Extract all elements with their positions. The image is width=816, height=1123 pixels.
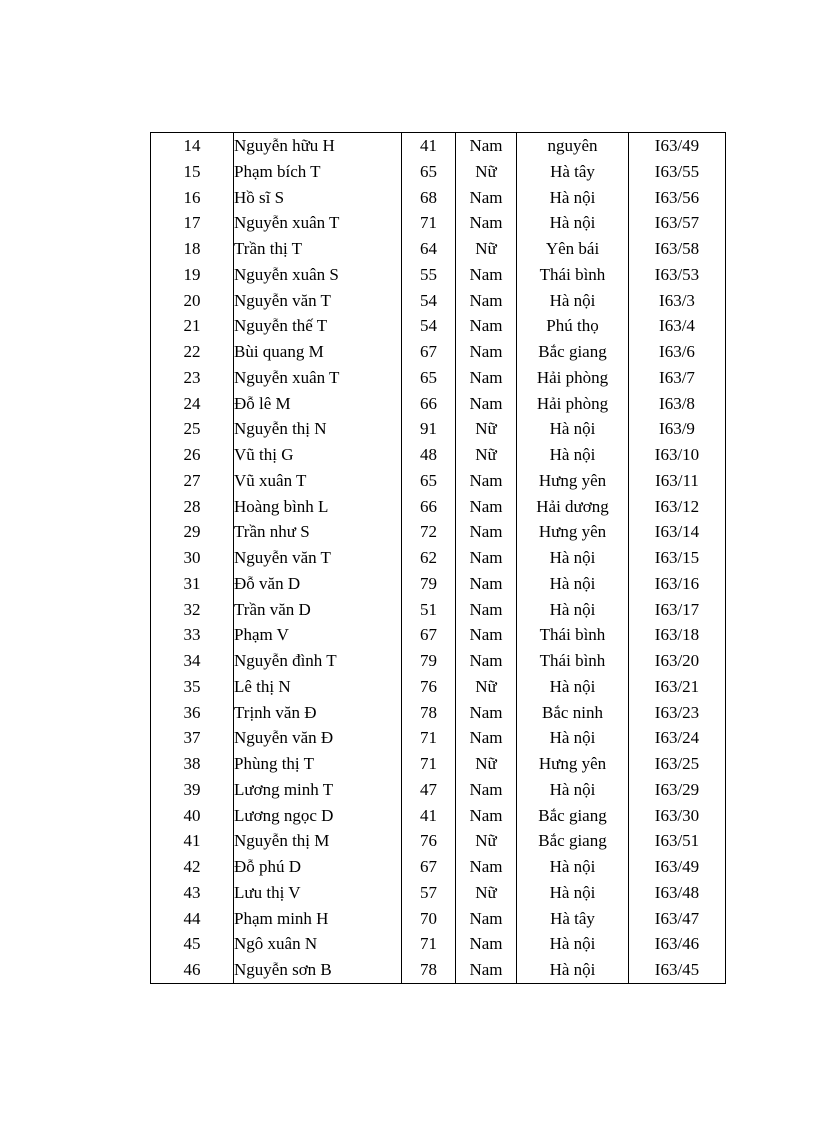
table-row bbox=[151, 751, 726, 777]
cell-place: Hà nội bbox=[517, 288, 629, 314]
cell-code: I63/14 bbox=[629, 519, 726, 545]
cell-age: 78 bbox=[402, 957, 456, 983]
cell-age: 54 bbox=[402, 313, 456, 339]
cell-code: I63/53 bbox=[629, 262, 726, 288]
cell-code: I63/30 bbox=[629, 803, 726, 829]
cell-place: Hà nội bbox=[517, 854, 629, 880]
cell-code: I63/48 bbox=[629, 880, 726, 906]
cell-code: I63/15 bbox=[629, 545, 726, 571]
cell-age: 51 bbox=[402, 597, 456, 623]
cell-sex: Nam bbox=[456, 700, 517, 726]
cell-name: Đỗ phú D bbox=[234, 854, 402, 880]
cell-age: 71 bbox=[402, 725, 456, 751]
cell-number: 45 bbox=[151, 931, 234, 957]
cell-number: 30 bbox=[151, 545, 234, 571]
cell-place: Hải phòng bbox=[517, 391, 629, 417]
cell-number: 46 bbox=[151, 957, 234, 983]
cell-code: I63/45 bbox=[629, 957, 726, 983]
cell-name: Trần như S bbox=[234, 519, 402, 545]
cell-place: Thái bình bbox=[517, 262, 629, 288]
cell-name: Hoàng bình L bbox=[234, 494, 402, 520]
cell-age: 71 bbox=[402, 210, 456, 236]
cell-code: I63/56 bbox=[629, 185, 726, 211]
cell-age: 64 bbox=[402, 236, 456, 262]
cell-sex: Nữ bbox=[456, 674, 517, 700]
patient-table bbox=[150, 132, 726, 984]
cell-place: Hà nội bbox=[517, 442, 629, 468]
cell-age: 41 bbox=[402, 133, 456, 159]
cell-place: Bắc giang bbox=[517, 803, 629, 829]
cell-code: I63/12 bbox=[629, 494, 726, 520]
cell-sex: Nữ bbox=[456, 442, 517, 468]
cell-name: Nguyễn văn T bbox=[234, 545, 402, 571]
cell-number: 17 bbox=[151, 210, 234, 236]
table-row bbox=[151, 906, 726, 932]
cell-number: 28 bbox=[151, 494, 234, 520]
table-row bbox=[151, 236, 726, 262]
cell-sex: Nam bbox=[456, 391, 517, 417]
cell-age: 47 bbox=[402, 777, 456, 803]
cell-code: I63/49 bbox=[629, 854, 726, 880]
cell-sex: Nữ bbox=[456, 416, 517, 442]
cell-age: 41 bbox=[402, 803, 456, 829]
cell-place: Hải phòng bbox=[517, 365, 629, 391]
cell-sex: Nam bbox=[456, 803, 517, 829]
table-row bbox=[151, 854, 726, 880]
cell-sex: Nam bbox=[456, 185, 517, 211]
cell-number: 41 bbox=[151, 828, 234, 854]
cell-age: 79 bbox=[402, 648, 456, 674]
cell-number: 15 bbox=[151, 159, 234, 185]
cell-code: I63/16 bbox=[629, 571, 726, 597]
cell-number: 22 bbox=[151, 339, 234, 365]
cell-place: Hà nội bbox=[517, 725, 629, 751]
cell-age: 71 bbox=[402, 931, 456, 957]
table-row bbox=[151, 519, 726, 545]
cell-name: Vũ xuân T bbox=[234, 468, 402, 494]
cell-number: 36 bbox=[151, 700, 234, 726]
cell-sex: Nam bbox=[456, 313, 517, 339]
cell-code: I63/17 bbox=[629, 597, 726, 623]
cell-place: Thái bình bbox=[517, 622, 629, 648]
cell-name: Trần văn D bbox=[234, 597, 402, 623]
cell-place: Hà nội bbox=[517, 210, 629, 236]
cell-age: 48 bbox=[402, 442, 456, 468]
cell-sex: Nam bbox=[456, 597, 517, 623]
table-row bbox=[151, 674, 726, 700]
table-row bbox=[151, 880, 726, 906]
cell-age: 71 bbox=[402, 751, 456, 777]
cell-name: Bùi quang M bbox=[234, 339, 402, 365]
table-row bbox=[151, 571, 726, 597]
cell-sex: Nữ bbox=[456, 236, 517, 262]
cell-number: 16 bbox=[151, 185, 234, 211]
cell-number: 35 bbox=[151, 674, 234, 700]
cell-sex: Nữ bbox=[456, 751, 517, 777]
cell-name: Trần thị T bbox=[234, 236, 402, 262]
table-row bbox=[151, 725, 726, 751]
table-row bbox=[151, 622, 726, 648]
cell-name: Phạm minh H bbox=[234, 906, 402, 932]
cell-code: I63/49 bbox=[629, 133, 726, 159]
cell-place: Hà nội bbox=[517, 674, 629, 700]
cell-place: Hưng yên bbox=[517, 519, 629, 545]
cell-code: I63/47 bbox=[629, 906, 726, 932]
cell-code: I63/55 bbox=[629, 159, 726, 185]
cell-age: 55 bbox=[402, 262, 456, 288]
cell-sex: Nam bbox=[456, 519, 517, 545]
cell-code: I63/9 bbox=[629, 416, 726, 442]
table-row bbox=[151, 700, 726, 726]
table-row bbox=[151, 210, 726, 236]
cell-sex: Nam bbox=[456, 210, 517, 236]
cell-name: Nguyễn xuân T bbox=[234, 365, 402, 391]
cell-code: I63/51 bbox=[629, 828, 726, 854]
cell-age: 91 bbox=[402, 416, 456, 442]
cell-place: Hà tây bbox=[517, 159, 629, 185]
table-row bbox=[151, 313, 726, 339]
cell-place: Bắc ninh bbox=[517, 700, 629, 726]
cell-place: Hải dương bbox=[517, 494, 629, 520]
cell-name: Nguyễn sơn B bbox=[234, 957, 402, 983]
cell-code: I63/3 bbox=[629, 288, 726, 314]
cell-code: I63/23 bbox=[629, 700, 726, 726]
cell-code: I63/6 bbox=[629, 339, 726, 365]
cell-name: Nguyễn thị M bbox=[234, 828, 402, 854]
cell-code: I63/29 bbox=[629, 777, 726, 803]
cell-name: Lưu thị V bbox=[234, 880, 402, 906]
cell-sex: Nữ bbox=[456, 159, 517, 185]
cell-sex: Nam bbox=[456, 494, 517, 520]
cell-code: I63/58 bbox=[629, 236, 726, 262]
cell-number: 31 bbox=[151, 571, 234, 597]
cell-sex: Nam bbox=[456, 468, 517, 494]
table-row bbox=[151, 828, 726, 854]
cell-code: I63/8 bbox=[629, 391, 726, 417]
table-row bbox=[151, 133, 726, 159]
cell-number: 44 bbox=[151, 906, 234, 932]
cell-code: I63/4 bbox=[629, 313, 726, 339]
cell-sex: Nam bbox=[456, 133, 517, 159]
cell-age: 66 bbox=[402, 391, 456, 417]
cell-sex: Nam bbox=[456, 906, 517, 932]
cell-age: 65 bbox=[402, 159, 456, 185]
cell-sex: Nam bbox=[456, 777, 517, 803]
cell-number: 19 bbox=[151, 262, 234, 288]
cell-number: 20 bbox=[151, 288, 234, 314]
table-row bbox=[151, 159, 726, 185]
cell-name: Nguyễn hữu H bbox=[234, 133, 402, 159]
cell-place: Yên bái bbox=[517, 236, 629, 262]
cell-place: Hà nội bbox=[517, 571, 629, 597]
table-row bbox=[151, 957, 726, 983]
cell-code: I63/24 bbox=[629, 725, 726, 751]
cell-place: nguyên bbox=[517, 133, 629, 159]
cell-number: 25 bbox=[151, 416, 234, 442]
cell-place: Bắc giang bbox=[517, 339, 629, 365]
table-row bbox=[151, 185, 726, 211]
cell-name: Phạm V bbox=[234, 622, 402, 648]
cell-code: I63/11 bbox=[629, 468, 726, 494]
cell-age: 67 bbox=[402, 622, 456, 648]
table-row bbox=[151, 468, 726, 494]
table-row bbox=[151, 339, 726, 365]
cell-name: Lê thị N bbox=[234, 674, 402, 700]
cell-sex: Nam bbox=[456, 725, 517, 751]
cell-code: I63/20 bbox=[629, 648, 726, 674]
table-row bbox=[151, 262, 726, 288]
cell-name: Nguyễn xuân T bbox=[234, 210, 402, 236]
cell-number: 40 bbox=[151, 803, 234, 829]
cell-code: I63/46 bbox=[629, 931, 726, 957]
cell-code: I63/21 bbox=[629, 674, 726, 700]
table-row bbox=[151, 803, 726, 829]
cell-number: 34 bbox=[151, 648, 234, 674]
cell-age: 67 bbox=[402, 854, 456, 880]
cell-age: 65 bbox=[402, 365, 456, 391]
cell-number: 37 bbox=[151, 725, 234, 751]
cell-name: Phạm bích T bbox=[234, 159, 402, 185]
table-row bbox=[151, 648, 726, 674]
cell-sex: Nam bbox=[456, 931, 517, 957]
cell-place: Hà tây bbox=[517, 906, 629, 932]
cell-age: 79 bbox=[402, 571, 456, 597]
cell-sex: Nữ bbox=[456, 880, 517, 906]
cell-sex: Nam bbox=[456, 339, 517, 365]
cell-name: Phùng thị T bbox=[234, 751, 402, 777]
cell-name: Đỗ lê M bbox=[234, 391, 402, 417]
cell-place: Hà nội bbox=[517, 957, 629, 983]
cell-name: Nguyễn đình T bbox=[234, 648, 402, 674]
cell-name: Lương minh T bbox=[234, 777, 402, 803]
cell-age: 72 bbox=[402, 519, 456, 545]
table-row bbox=[151, 494, 726, 520]
cell-name: Đỗ văn D bbox=[234, 571, 402, 597]
cell-place: Hà nội bbox=[517, 777, 629, 803]
cell-age: 76 bbox=[402, 674, 456, 700]
cell-place: Hà nội bbox=[517, 931, 629, 957]
cell-place: Phú thọ bbox=[517, 313, 629, 339]
table-row bbox=[151, 442, 726, 468]
cell-number: 38 bbox=[151, 751, 234, 777]
cell-number: 14 bbox=[151, 133, 234, 159]
cell-sex: Nam bbox=[456, 854, 517, 880]
cell-name: Lương ngọc D bbox=[234, 803, 402, 829]
cell-place: Hà nội bbox=[517, 545, 629, 571]
cell-age: 78 bbox=[402, 700, 456, 726]
cell-number: 33 bbox=[151, 622, 234, 648]
cell-sex: Nữ bbox=[456, 828, 517, 854]
cell-code: I63/25 bbox=[629, 751, 726, 777]
cell-age: 67 bbox=[402, 339, 456, 365]
cell-number: 21 bbox=[151, 313, 234, 339]
cell-age: 70 bbox=[402, 906, 456, 932]
table-row bbox=[151, 365, 726, 391]
cell-sex: Nam bbox=[456, 571, 517, 597]
cell-number: 26 bbox=[151, 442, 234, 468]
cell-name: Trịnh văn Đ bbox=[234, 700, 402, 726]
cell-name: Vũ thị G bbox=[234, 442, 402, 468]
cell-number: 23 bbox=[151, 365, 234, 391]
table-row bbox=[151, 777, 726, 803]
cell-sex: Nam bbox=[456, 622, 517, 648]
cell-name: Ngô xuân N bbox=[234, 931, 402, 957]
cell-age: 68 bbox=[402, 185, 456, 211]
cell-number: 32 bbox=[151, 597, 234, 623]
cell-place: Thái bình bbox=[517, 648, 629, 674]
cell-place: Hà nội bbox=[517, 185, 629, 211]
cell-number: 18 bbox=[151, 236, 234, 262]
cell-code: I63/10 bbox=[629, 442, 726, 468]
cell-place: Hà nội bbox=[517, 416, 629, 442]
cell-age: 54 bbox=[402, 288, 456, 314]
cell-place: Hưng yên bbox=[517, 468, 629, 494]
patient-table-body bbox=[151, 133, 726, 984]
cell-age: 66 bbox=[402, 494, 456, 520]
cell-sex: Nam bbox=[456, 365, 517, 391]
cell-age: 76 bbox=[402, 828, 456, 854]
cell-code: I63/7 bbox=[629, 365, 726, 391]
cell-number: 29 bbox=[151, 519, 234, 545]
table-row bbox=[151, 931, 726, 957]
cell-name: Nguyễn thị N bbox=[234, 416, 402, 442]
cell-number: 27 bbox=[151, 468, 234, 494]
table-row bbox=[151, 545, 726, 571]
cell-number: 43 bbox=[151, 880, 234, 906]
table-row bbox=[151, 288, 726, 314]
cell-sex: Nam bbox=[456, 957, 517, 983]
cell-name: Nguyễn thế T bbox=[234, 313, 402, 339]
cell-code: I63/57 bbox=[629, 210, 726, 236]
cell-age: 65 bbox=[402, 468, 456, 494]
cell-place: Bắc giang bbox=[517, 828, 629, 854]
table-row bbox=[151, 597, 726, 623]
cell-code: I63/18 bbox=[629, 622, 726, 648]
cell-number: 24 bbox=[151, 391, 234, 417]
cell-name: Nguyễn văn T bbox=[234, 288, 402, 314]
cell-sex: Nam bbox=[456, 262, 517, 288]
cell-age: 57 bbox=[402, 880, 456, 906]
cell-place: Hà nội bbox=[517, 880, 629, 906]
cell-place: Hưng yên bbox=[517, 751, 629, 777]
cell-sex: Nam bbox=[456, 545, 517, 571]
cell-place: Hà nội bbox=[517, 597, 629, 623]
cell-sex: Nam bbox=[456, 648, 517, 674]
cell-name: Hồ sĩ S bbox=[234, 185, 402, 211]
cell-number: 39 bbox=[151, 777, 234, 803]
cell-number: 42 bbox=[151, 854, 234, 880]
cell-name: Nguyễn văn Đ bbox=[234, 725, 402, 751]
cell-sex: Nam bbox=[456, 288, 517, 314]
cell-name: Nguyễn xuân S bbox=[234, 262, 402, 288]
table-row bbox=[151, 391, 726, 417]
cell-age: 62 bbox=[402, 545, 456, 571]
table-row bbox=[151, 416, 726, 442]
